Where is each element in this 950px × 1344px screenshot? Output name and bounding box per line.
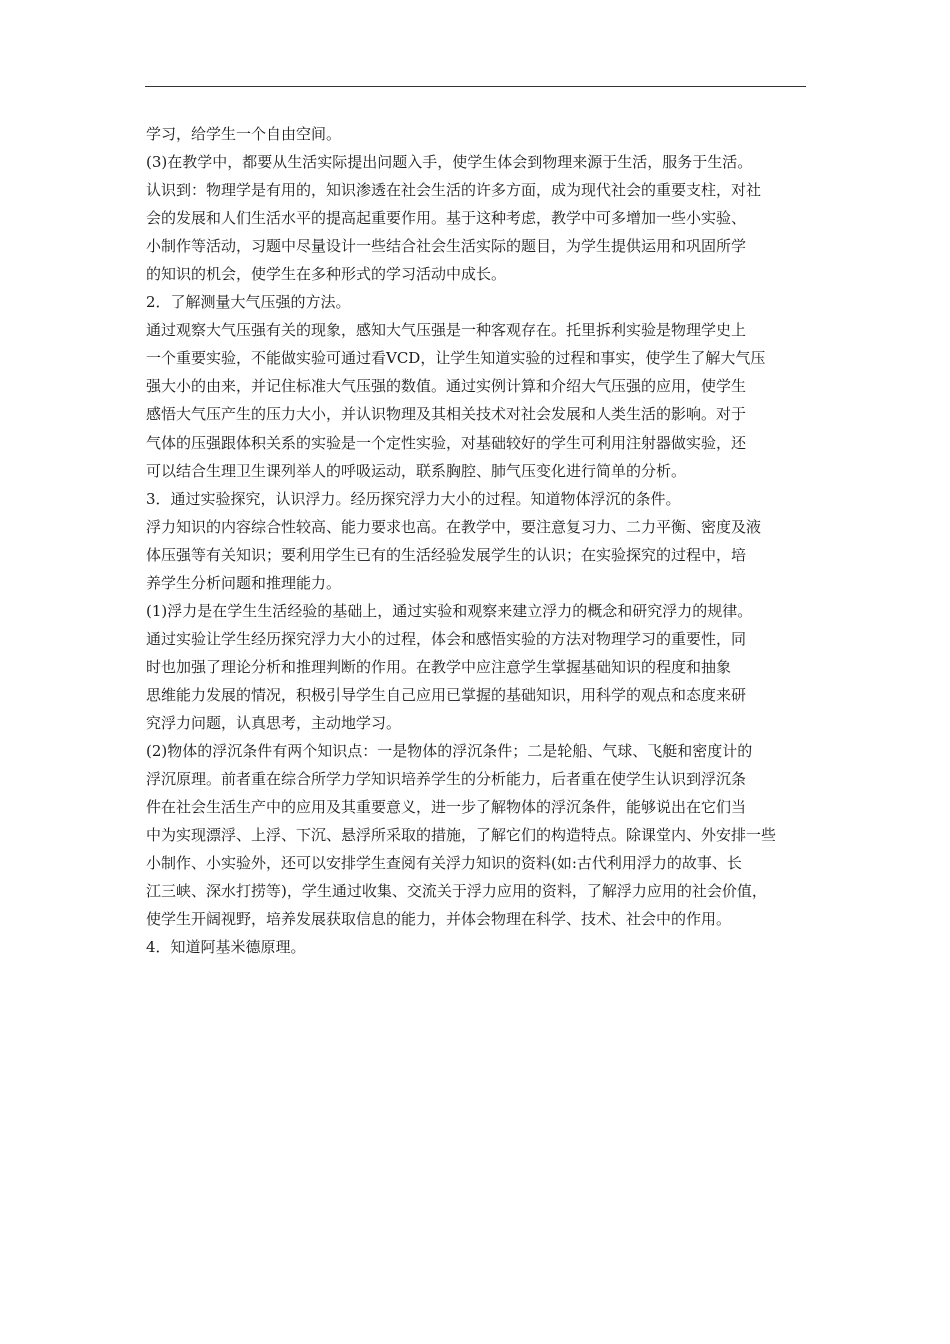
text-line: 浮力知识的内容综合性较高、能力要求也高。在教学中，要注意复习力、二力平衡、密度及液 xyxy=(146,517,762,536)
text-line: (2)物体的浮沉条件有两个知识点：一是物体的浮沉条件；二是轮船、气球、飞艇和密度计的 xyxy=(146,742,753,761)
document-body xyxy=(146,120,826,961)
text-line: 可以结合生理卫生课列举人的呼吸运动，联系胸腔、肺气压变化进行简单的分析。 xyxy=(146,461,687,480)
text-line: 使学生开阔视野，培养发展获取信息的能力，并体会物理在科学、技术、社会中的作用。 xyxy=(146,910,732,929)
text-line: 时也加强了理论分析和推理判断的作用。在教学中应注意学生掌握基础知识的程度和抽象 xyxy=(146,657,732,676)
text-line: 的知识的机会，使学生在多种形式的学习活动中成长。 xyxy=(146,265,507,284)
text-line: 究浮力问题，认真思考，主动地学习。 xyxy=(146,713,402,732)
text-line: 一个重要实验，不能做实验可通过看VCD，让学生知道实验的过程和事实，使学生了解大气压 xyxy=(146,349,766,368)
text-line: 会的发展和人们生活水平的提高起重要作用。基于这种考虑，教学中可多增加一些小实验、 xyxy=(146,209,747,228)
text-line: 感悟大气压产生的压力大小，并认识物理及其相关技术对社会发展和人类生活的影响。对于 xyxy=(146,405,747,424)
text-line: 气体的压强跟体积关系的实验是一个定性实验，对基础较好的学生可利用注射器做实验，还 xyxy=(146,433,747,452)
text-line: 养学生分析问题和推理能力。 xyxy=(146,573,342,592)
section-heading: 2．了解测量大气压强的方法。 xyxy=(146,293,351,312)
text-line: (1)浮力是在学生生活经验的基础上，通过实验和观察来建立浮力的概念和研究浮力的规律。 xyxy=(146,601,753,620)
header-rule xyxy=(145,86,806,87)
text-line: 中为实现漂浮、上浮、下沉、悬浮所采取的措施，了解它们的构造特点。除课堂内、外安排一些 xyxy=(146,826,777,845)
text-line: 学习，给学生一个自由空间。 xyxy=(146,125,342,143)
text-line: 强大小的由来，并记住标准大气压强的数值。通过实例计算和介绍大气压强的应用，使学生 xyxy=(146,377,747,396)
text-line: 体压强等有关知识；要利用学生已有的生活经验发展学生的认识；在实验探究的过程中，培 xyxy=(146,545,747,564)
text-line: 小制作、小实验外，还可以安排学生查阅有关浮力知识的资料(如:古代利用浮力的故事、长 xyxy=(146,854,742,873)
section-heading: 4．知道阿基米德原理。 xyxy=(146,938,306,957)
text-line: 通过实验让学生经历探究浮力大小的过程，体会和感悟实验的方法对物理学习的重要性，同 xyxy=(146,629,747,648)
text-line: 江三峡、深水打捞等)，学生通过收集、交流关于浮力应用的资料，了解浮力应用的社会价值， xyxy=(146,882,767,901)
section-heading: 3．通过实验探究，认识浮力。经历探究浮力大小的过程。知道物体浮沉的条件。 xyxy=(146,489,681,508)
text-line: 小制作等活动，习题中尽量设计一些结合社会生活实际的题目，为学生提供运用和巩固所学 xyxy=(146,237,747,256)
text-line: 认识到：物理学是有用的，知识渗透在社会生活的许多方面，成为现代社会的重要支柱，对社 xyxy=(146,181,762,200)
text-line: 思维能力发展的情况，积极引导学生自己应用已掌握的基础知识，用科学的观点和态度来研 xyxy=(146,685,747,704)
text-line: (3)在教学中，都要从生活实际提出问题入手，使学生体会到物理来源于生活，服务于生活。 xyxy=(146,153,753,172)
text-line: 浮沉原理。前者重在综合所学力学知识培养学生的分析能力，后者重在使学生认识到浮沉条 xyxy=(146,770,747,789)
text-line: 件在社会生活生产中的应用及其重要意义，进一步了解物体的浮沉条件，能够说出在它们当 xyxy=(146,798,747,817)
text-line: 通过观察大气压强有关的现象，感知大气压强是一种客观存在。托里拆利实验是物理学史上 xyxy=(146,321,747,340)
